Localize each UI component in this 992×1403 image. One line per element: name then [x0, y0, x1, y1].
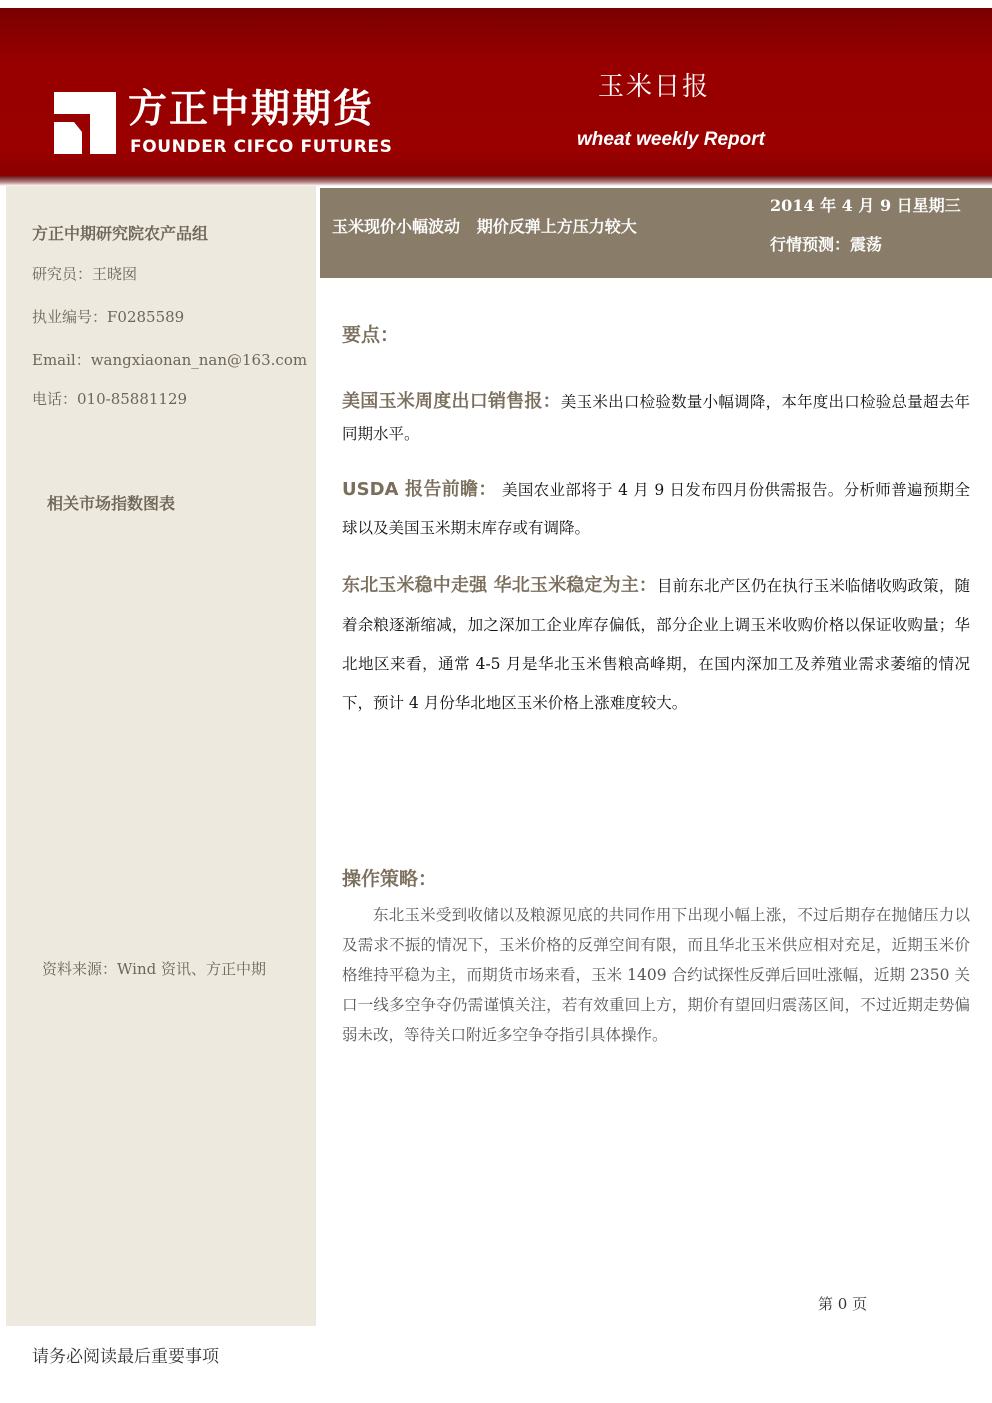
key-point-item [342, 386, 970, 450]
key-point-text: 目前东北产区仍在执行玉米临储收购政策，随着余粮逐渐缩减，加之深加工企业库存偏低，部分企业上调玉米收购价格以保证收购量；华北地区来看，通常 4-5 月是华北玉米售粮高峰期，在国内深加工及养殖业需求萎缩的情况下，预计 4 月份华北地区玉米价格上涨难度较大。 [342, 577, 970, 712]
key-point-text: 美国农业部将于 4 月 9 日发布四月份供需报告。分析师普遍预期全球以及美国玉米期末库存或有调降。 [342, 481, 970, 537]
sidebar-phone: 电话：010-85881129 [32, 390, 188, 408]
logo-english-name: FOUNDER CIFCO FUTURES [130, 137, 393, 157]
topic-bar [320, 188, 992, 278]
key-point-lead: USDA 报告前瞻： [342, 479, 497, 500]
strategy-heading: 操作策略： [342, 868, 438, 890]
key-point-item [342, 566, 970, 723]
sidebar-org: 方正中期研究院农产品组 [32, 224, 209, 243]
key-point-lead: 美国玉米周度出口销售报： [342, 391, 561, 412]
page-number: 第 0 页 [818, 1295, 868, 1313]
key-point-item [342, 471, 970, 547]
strategy-text: 东北玉米受到收储以及粮源见底的共同作用下出现小幅上涨，不过后期存在抛储压力以及需求不振的情况下，玉米价格的反弹空间有限，而且华北玉米供应相对充足，近期玉米价格维持平稳为主，而期货市场来看，玉米 1409 合约试探性反弹后回吐涨幅，近期 2350 关口一线多空争夺仍需谨慎关注，若有效重回上方，期价有望回归震荡区间，不过近期走势偏弱未改，等待关口附近多空争夺指引具体操作。 [342, 906, 970, 1044]
founder-logo-icon [54, 92, 116, 154]
key-point-text: 美玉米出口检验数量小幅调降，本年度出口检验总量超去年同期水平。 [342, 393, 970, 443]
report-date: 2014 年 4 月 9 日星期三 [770, 196, 961, 215]
sidebar-charts-label: 相关市场指数图表 [47, 494, 176, 513]
sidebar-researcher: 研究员：王晓囡 [32, 265, 138, 283]
header-shadow-divider [0, 176, 992, 186]
report-header [0, 8, 992, 176]
sidebar-license: 执业编号：F0285589 [32, 308, 185, 326]
report-subtitle: wheat weekly Report [577, 129, 765, 150]
report-title: 玉米日报 [598, 72, 711, 102]
market-forecast: 行情预测：震荡 [770, 235, 883, 254]
key-points-heading: 要点： [342, 324, 400, 346]
sidebar-data-source: 资料来源：Wind 资讯、方正中期 [42, 960, 266, 978]
key-point-lead: 东北玉米稳中走强 华北玉米稳定为主： [342, 575, 658, 596]
topic-headline: 玉米现价小幅波动 期价反弹上方压力较大 [332, 217, 637, 236]
sidebar-email: Email：wangxiaonan_nan@163.com [32, 351, 308, 369]
disclaimer-note: 请务必阅读最后重要事项 [32, 1347, 219, 1367]
logo-chinese-name: 方正中期期货 [128, 87, 375, 132]
